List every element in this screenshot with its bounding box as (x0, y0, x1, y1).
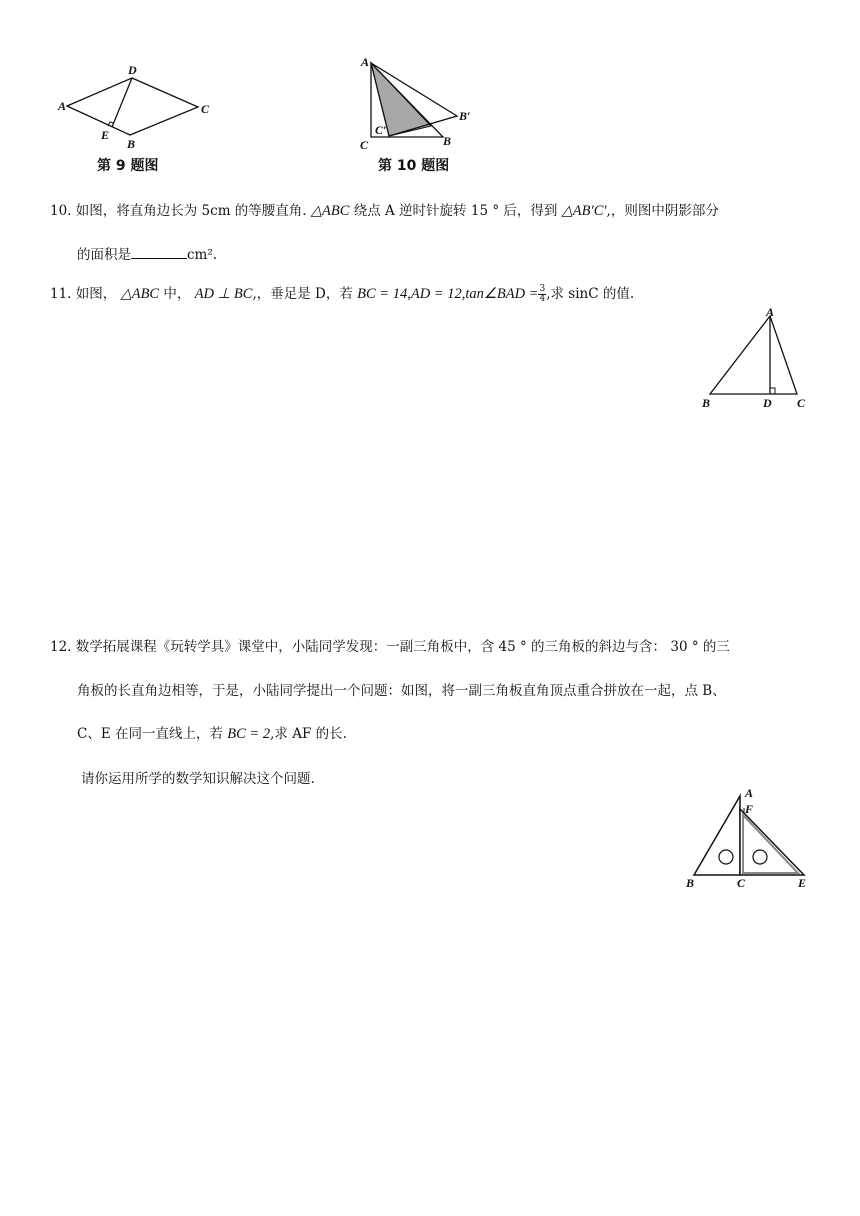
figure-11 (698, 306, 816, 412)
figure-9-caption: 第 9 题图 (97, 158, 159, 174)
question-11-text: 11. 如图， △ABC 中， AD ⊥ BC,，垂足是 D，若 BC = 14,AD = 12,tan∠BAD = $\frac{3}{4}$ ,求 sinC 的值. (50, 284, 635, 304)
question-12-line2: 角板的长直角边相等，于是，小陆同学提出一个问题：如图，将一副三角板直角顶点重合拼放在一起，点 B、 (77, 683, 726, 699)
label-a: A (361, 55, 370, 69)
label-a: A (766, 306, 775, 319)
label-b: B (127, 137, 136, 151)
triangle-45 (740, 809, 804, 875)
label-f: F (745, 802, 754, 816)
label-b: B (686, 876, 695, 890)
label-b-prime: B′ (459, 109, 471, 123)
label-a: A (745, 786, 754, 800)
label-c-prime: C′ (375, 123, 387, 137)
triangle-ab1c1-math: △AB′C′ (561, 203, 607, 219)
right-angle-mark (770, 388, 775, 394)
label-d: D (763, 396, 772, 410)
hole-left (719, 850, 733, 864)
question-10-line2: 的面积是 cm². (77, 247, 218, 263)
triangle-30-60 (694, 796, 740, 875)
label-c: C (797, 396, 806, 410)
question-12-line1: 12. 数学拓展课程《玩转学具》课堂中，小陆同学发现：一副三角板中，含 45 ° 的三角板的斜边与含： 30 ° 的三 (50, 639, 730, 655)
triangle-abc (710, 316, 797, 394)
figure-10 (355, 54, 485, 152)
label-e: E (798, 876, 807, 890)
label-b: B (443, 134, 452, 148)
figure-12 (684, 786, 810, 892)
figure-10-caption: 第 10 题图 (378, 158, 450, 174)
label-a: A (58, 99, 67, 113)
triangle-abc-math: △ABC (310, 203, 350, 219)
question-12-line4: 请你运用所学的数学知识解决这个问题. (81, 771, 315, 787)
answer-blank[interactable] (131, 245, 187, 259)
label-c: C (360, 138, 369, 152)
rhombus-shape (67, 78, 198, 135)
question-10-line1: 10. 如图，将直角边长为 5cm 的等腰直角. △ABC 绕点 A 逆时针旋转 15 ° 后，得到 △AB′C′,，则图中阴影部分 (50, 203, 719, 219)
label-b: B (702, 396, 711, 410)
figure-9 (55, 62, 215, 152)
label-d: D (128, 63, 137, 77)
question-12-line3: C、E 在同一直线上，若 BC = 2,求 AF 的长. (77, 726, 347, 742)
label-e: E (101, 128, 110, 142)
label-c: C (201, 102, 210, 116)
fraction: $\frac{3}{4}$ (539, 284, 546, 304)
label-c: C (737, 876, 746, 890)
